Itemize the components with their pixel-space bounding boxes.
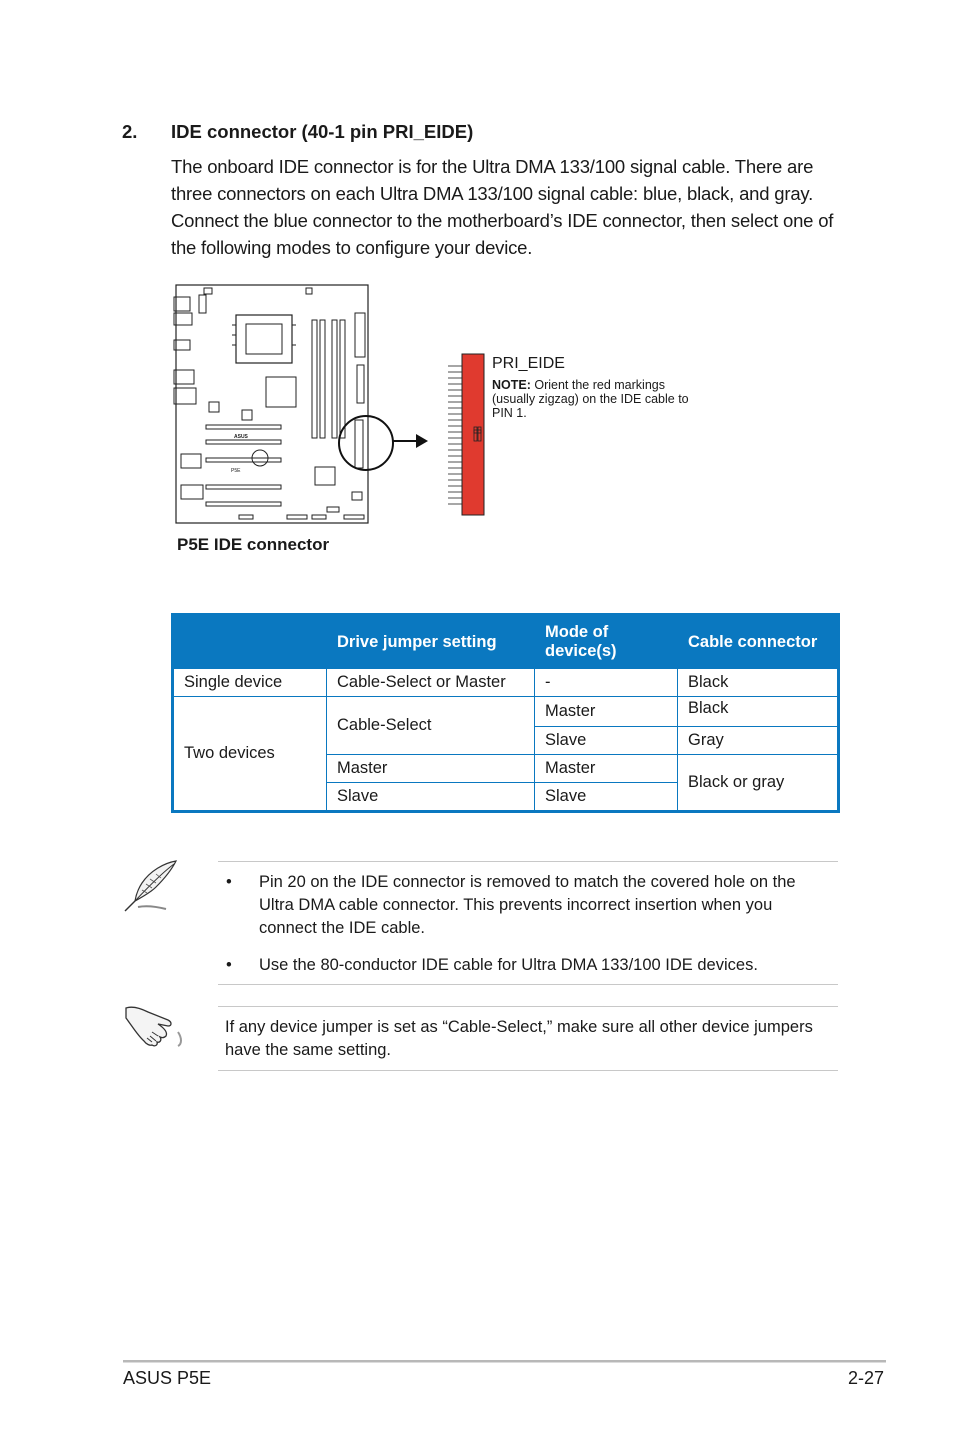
footer-product: ASUS P5E	[123, 1368, 212, 1388]
table-cell: Black or gray	[678, 755, 839, 812]
note-prefix: NOTE:	[492, 378, 531, 392]
table-cell: Slave	[535, 783, 678, 812]
note-box	[218, 861, 838, 985]
table-header: Cable connector	[678, 615, 839, 669]
table-cell: Gray	[678, 727, 839, 755]
diagram-caption: P5E IDE connector	[177, 535, 330, 554]
note-text: Orient the red markings (usually zigzag) on the IDE cable to PIN 1.	[492, 378, 689, 420]
footer-divider	[123, 1360, 886, 1363]
table-cell: Master	[535, 697, 678, 727]
svg-text:ASUS: ASUS	[234, 434, 248, 440]
table-cell: Master	[535, 755, 678, 783]
section-number: 2.	[122, 121, 138, 142]
table-cell: Slave	[535, 727, 678, 755]
table-header: Mode of device(s)	[535, 615, 678, 669]
arrow-icon	[416, 434, 428, 448]
important-text: If any device jumper is set as “Cable-Select,” make sure all other device jumpers have the same setting.	[225, 1018, 813, 1059]
page-number: 2-27	[848, 1368, 885, 1388]
table-cell: Cable-Select	[327, 697, 535, 755]
table-row	[173, 697, 839, 727]
section-title: IDE connector (40-1 pin PRI_EIDE)	[171, 121, 474, 142]
note-bullet-1: Pin 20 on the IDE connector is removed to match the covered hole on the Ultra DMA cable connector. This prevents incorrect insertion when you connect the IDE cable.	[259, 873, 796, 937]
table-header: Drive jumper setting	[327, 615, 535, 669]
important-box	[218, 1006, 838, 1071]
table-cell: Black	[678, 669, 839, 697]
table-cell: Black	[678, 697, 839, 727]
table-cell: Slave	[327, 783, 535, 812]
table-cell: Two devices	[173, 697, 327, 812]
note-bullet-2: Use the 80-conductor IDE cable for Ultra DMA 133/100 IDE devices.	[259, 956, 758, 974]
table-cell: Cable-Select or Master	[327, 669, 535, 697]
pointing-hand-icon	[122, 1000, 186, 1050]
table-header	[173, 615, 327, 669]
table-cell: Master	[327, 755, 535, 783]
bullet-marker: •	[226, 873, 232, 891]
bullet-marker: •	[226, 956, 232, 974]
table-cell: Single device	[173, 669, 327, 697]
table-header-row	[173, 615, 839, 669]
table-cell: -	[535, 669, 678, 697]
jumper-settings-table	[171, 613, 840, 813]
table-row	[173, 669, 839, 697]
intro-paragraph: The onboard IDE connector is for the Ultra DMA 133/100 signal cable. There are three connectors on each Ultra DMA 133/100 signal cable: blue, black, and gray. Connect the blue connector to the motherboard’s IDE connector, then select one of the following modes to configure your device.	[171, 156, 834, 258]
feather-pen-icon	[120, 857, 182, 915]
board-model-label: P5E	[231, 468, 241, 474]
board-outline	[176, 285, 368, 523]
connector-label: PRI_EIDE	[492, 355, 565, 372]
orientation-note	[492, 378, 702, 420]
